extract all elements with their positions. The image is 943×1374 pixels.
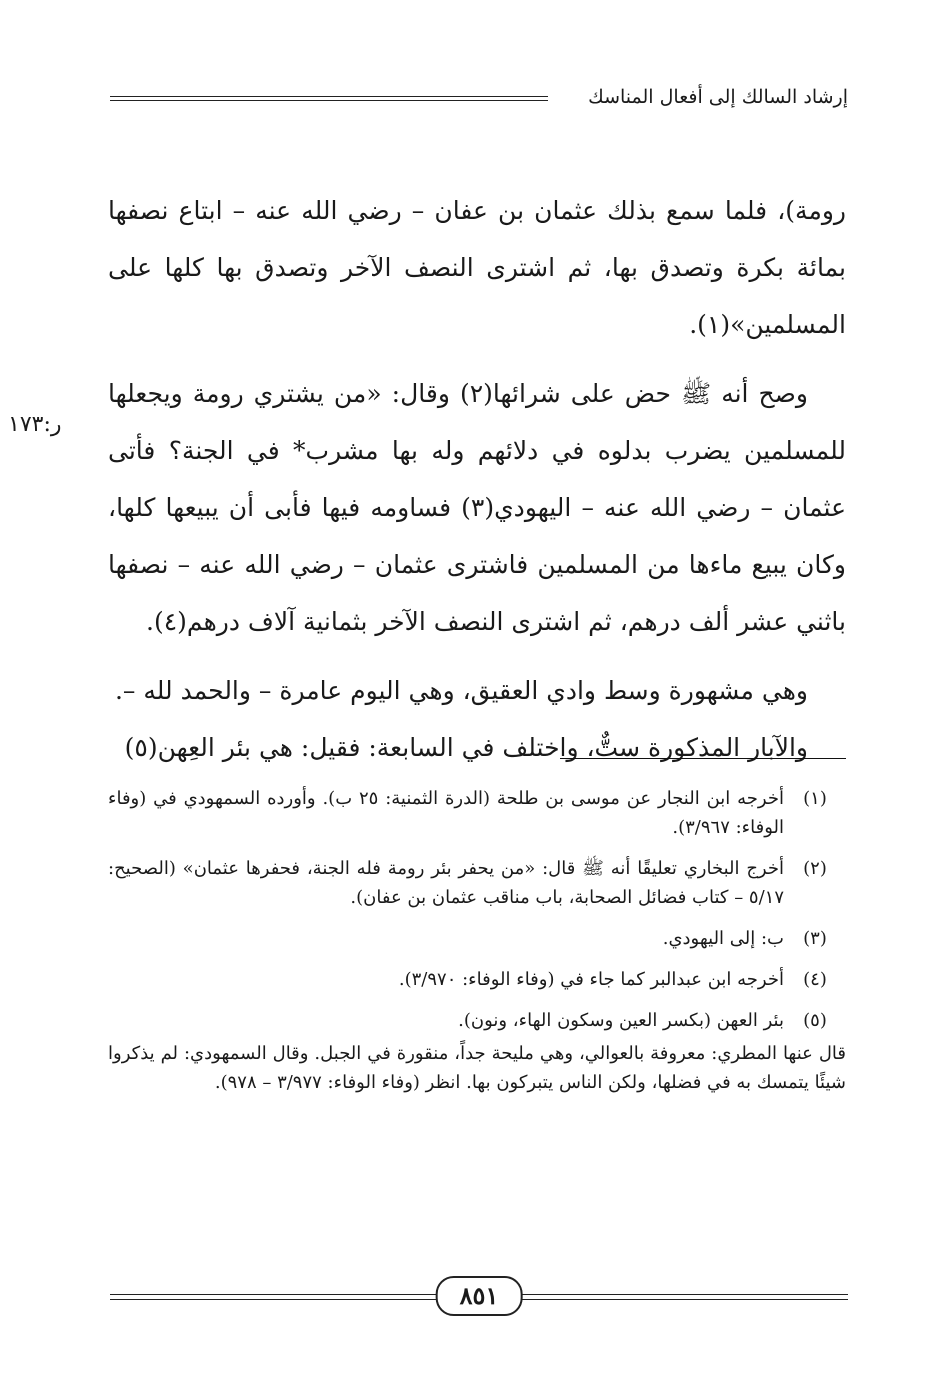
page-footer — [110, 1276, 848, 1316]
paragraph-3: وهي مشهورة وسط وادي العقيق، وهي اليوم عامرة – والحمد لله –. — [114, 676, 808, 705]
page-number: ٨٥١ — [436, 1276, 523, 1316]
paragraph-4: والآبار المذكورة ستٌّ، واختلف في السابعة: فقيل: هي بئر العِهن(٥) — [124, 733, 808, 762]
header-rule — [110, 96, 548, 97]
footnote-number: (٢) — [803, 858, 827, 879]
footnote-text: أخرجه ابن عبدالبر كما جاء في (وفاء الوفاء: ٣/٩٧٠). — [398, 969, 784, 990]
footnote — [108, 854, 846, 912]
footnote-number: (٤) — [803, 969, 827, 990]
footnote-continuation: قال عنها المطري: معروفة بالعوالي، وهي مليحة جداً، منقورة في الجبل. وقال السمهودي: لم يذكروا شيئًا يتمسك به في فضلها، ولكن الناس يتبركون بها. انظر (وفاء الوفاء: ٣/٩٧٧ – ٩٧٨). — [108, 1043, 846, 1093]
paragraph-1: رومة)، فلما سمع بذلك عثمان بن عفان – رضي الله عنه – ابتاع نصفها بمائة بكرة وتصدق بها، ثم اشترى النصف الآخر وتصدق بها كلها على المسلمين»(١). — [108, 196, 846, 339]
footnote-text: ب: إلى اليهودي. — [662, 928, 784, 949]
footnote-text: بئر العهن (بكسر العين وسكون الهاء، ونون). — [458, 1010, 784, 1031]
running-header — [110, 86, 848, 116]
header-rule — [110, 100, 548, 101]
footnote-text: أخرجه ابن النجار عن موسى بن طلحة (الدرة الثمنية: ٢٥ ب). وأورده السمهودي في (وفاء الوفاء: ٣/٩٦٧). — [108, 788, 784, 838]
footnote-separator — [560, 758, 846, 759]
footnotes — [108, 784, 846, 1097]
footnote — [108, 784, 846, 842]
footnote — [108, 965, 846, 994]
main-text — [108, 182, 846, 776]
margin-reference: ر:١٧٣ — [8, 412, 62, 437]
footnote-number: (٥) — [803, 1010, 827, 1031]
paragraph-2: وصح أنه ﷺ حض على شرائها(٢) وقال: «من يشتري رومة ويجعلها للمسلمين يضرب بدلوه في دلائهم وله بها مشرب* في الجنة؟ فأتى عثمان – رضي الله عنه – اليهودي(٣) فساومه فيها فأبى أن يبيعها كلها، وكان يبيع ماءها من المسلمين فاشترى عثمان – رضي الله عنه – نصفها باثني عشر ألف درهم، ثم اشترى النصف الآخر بثمانية آلاف درهم(٤). — [108, 379, 846, 636]
footnote-text: أخرج البخاري تعليقًا أنه ﷺ قال: «من يحفر بئر رومة فله الجنة، فحفرها عثمان» (الصحيح: ٥/١٧ – كتاب فضائل الصحابة، باب مناقب عثمان بن عفان). — [108, 858, 784, 908]
footnote-number: (٣) — [803, 928, 827, 949]
footnote — [108, 1006, 846, 1035]
footnote-number: (١) — [803, 788, 827, 809]
footnote — [108, 924, 846, 953]
running-title: إرشاد السالك إلى أفعال المناسك — [576, 86, 848, 108]
